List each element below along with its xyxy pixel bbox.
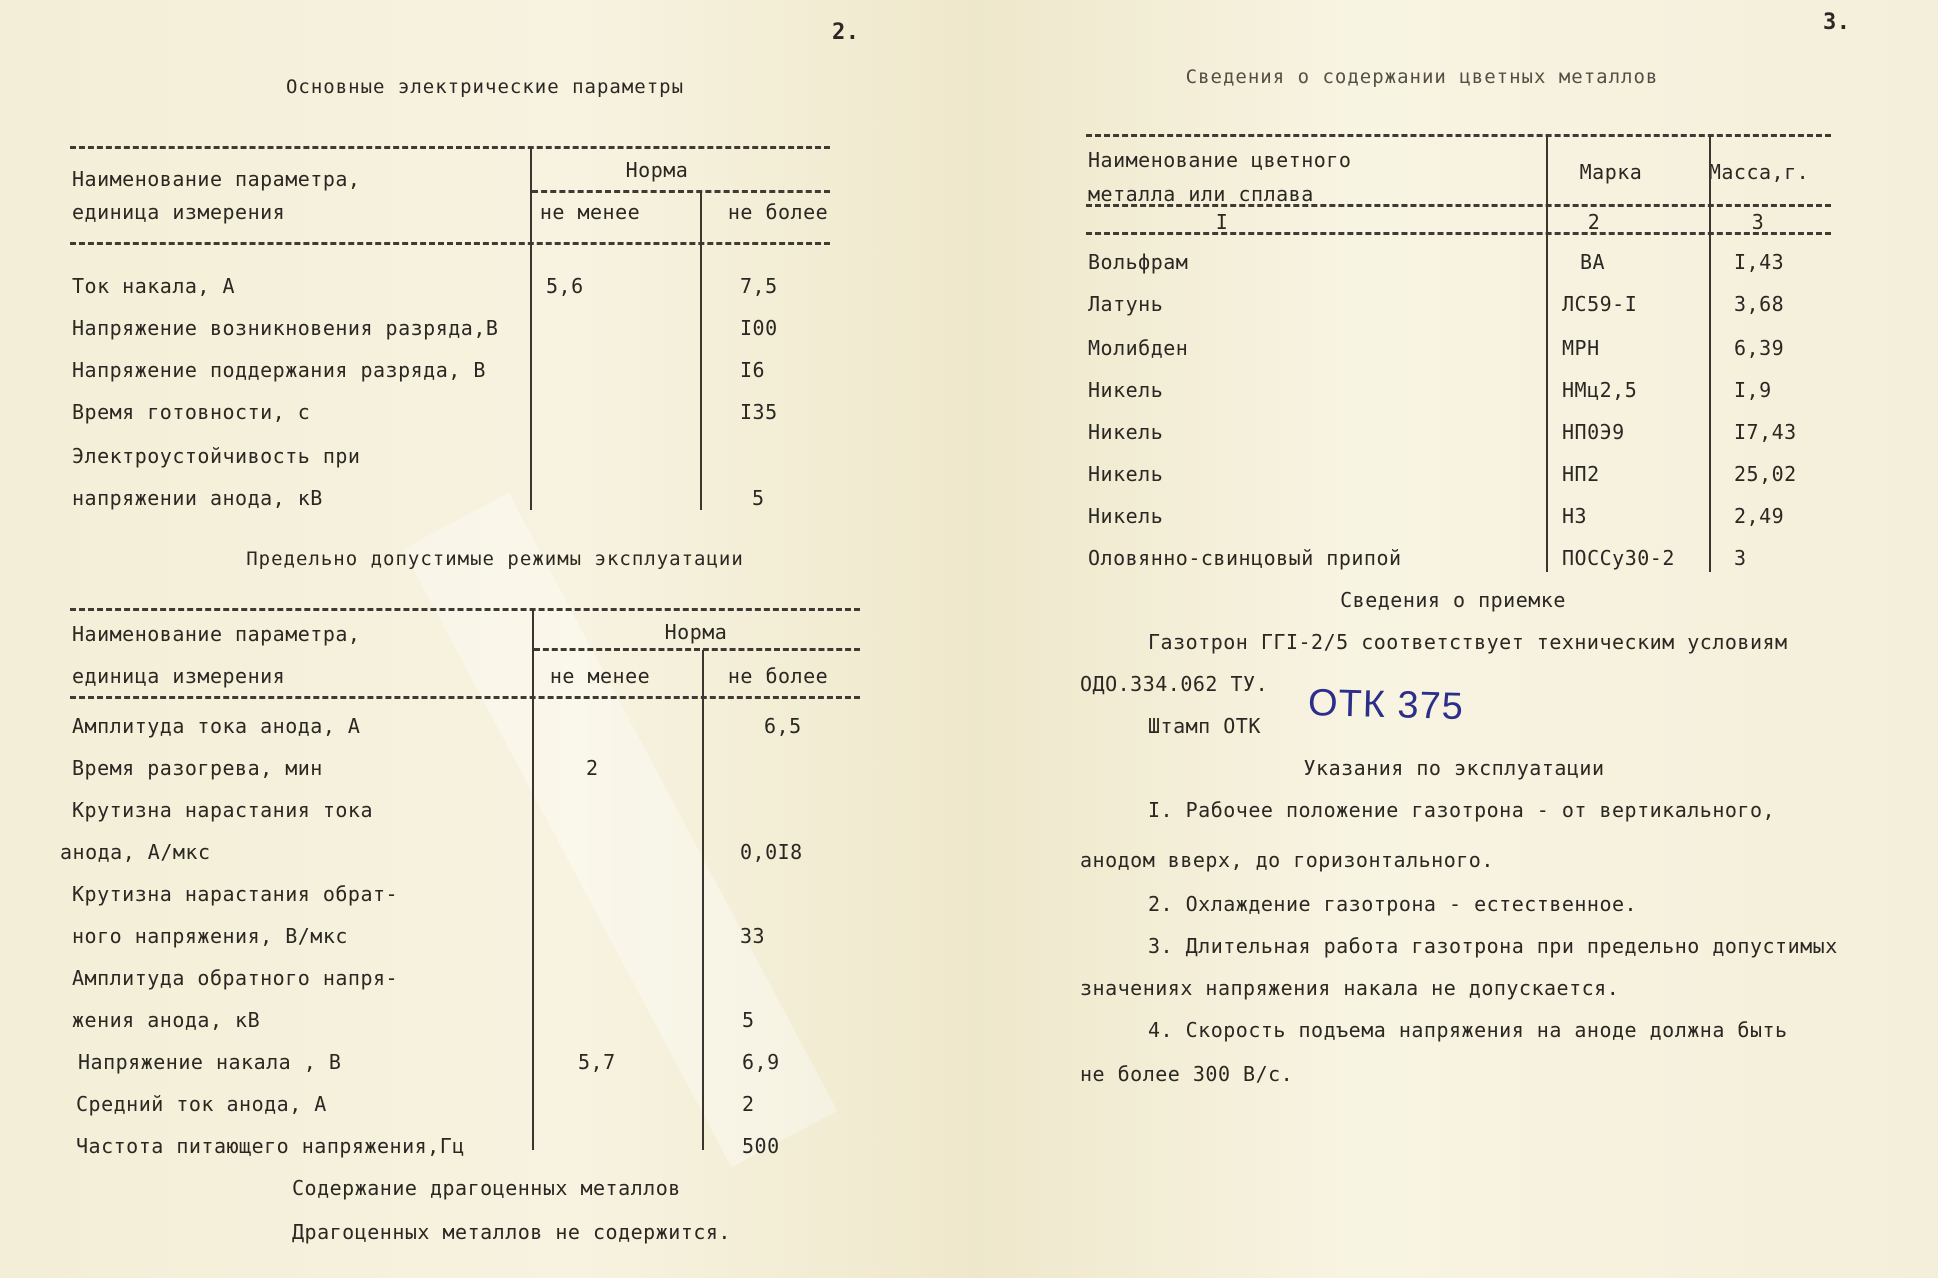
acceptance-title: Сведения о приемке xyxy=(1340,588,1566,612)
otk-stamp: ОТК 375 xyxy=(1307,681,1465,729)
table2-header-norm: Норма xyxy=(664,620,728,644)
metals-header-grade: Марка xyxy=(1579,160,1643,184)
metals-vline-1 xyxy=(1546,136,1548,572)
metal-name: Оловянно-свинцовый припой xyxy=(1088,546,1402,570)
param-name: Электроустойчивость при xyxy=(72,444,361,468)
table1-header-param-line2: единица измерения xyxy=(72,200,286,224)
precious-metals-text: Драгоценных металлов не содержится. xyxy=(292,1220,731,1244)
metals-header-rule xyxy=(1086,204,1831,207)
param-min: 2 xyxy=(586,756,599,780)
table2-title: Предельно допустимые режимы эксплуатации xyxy=(246,548,744,570)
metal-mass: I,43 xyxy=(1734,250,1785,274)
param-max: 500 xyxy=(742,1134,780,1158)
metal-grade: НП2 xyxy=(1562,462,1600,486)
metal-name: Молибден xyxy=(1088,336,1189,360)
metals-colnum-rule xyxy=(1086,232,1831,235)
param-name: ного напряжения, В/мкс xyxy=(72,924,348,948)
usage-line: 2. Охлаждение газотрона - естественное. xyxy=(1148,892,1638,916)
usage-line: 3. Длительная работа газотрона при предельно допустимых xyxy=(1148,934,1838,958)
metals-col-number: 3 xyxy=(1751,210,1765,234)
param-max: 5 xyxy=(752,486,765,510)
table1-vline-2 xyxy=(700,192,702,510)
param-name: Время разогрева, мин xyxy=(72,756,323,780)
metal-mass: I,9 xyxy=(1734,378,1772,402)
param-max: I00 xyxy=(740,316,778,340)
table1-header-param-line1: Наименование параметра, xyxy=(72,167,361,191)
param-name: Средний ток анода, А xyxy=(76,1092,327,1116)
param-name: Напряжение поддержания разряда, В xyxy=(72,358,486,382)
metal-grade: ПОССу30-2 xyxy=(1562,546,1675,570)
metals-col-number: I xyxy=(1215,210,1229,234)
right-page xyxy=(968,0,1938,1278)
table2-header-rule xyxy=(70,696,860,699)
metal-grade: НЗ xyxy=(1562,504,1588,528)
table2-header-param-line2: единица измерения xyxy=(72,664,286,688)
metals-header-mass: Масса,г. xyxy=(1708,160,1810,184)
metal-name: Никель xyxy=(1088,420,1164,444)
table2-header-min: не менее xyxy=(549,664,651,688)
param-name: Крутизна нарастания обрат- xyxy=(72,882,399,906)
acceptance-spec: ОДО.334.062 ТУ. xyxy=(1080,672,1269,696)
usage-line: I. Рабочее положение газотрона - от вертикального, xyxy=(1148,798,1776,822)
param-max: 5 xyxy=(742,1008,755,1032)
page-number: 3. xyxy=(1823,10,1851,35)
param-name: Амплитуда обратного напря- xyxy=(72,966,399,990)
metals-col-number: 2 xyxy=(1587,210,1601,234)
metal-name: Никель xyxy=(1088,462,1164,486)
table1-title: Основные электрические параметры xyxy=(285,76,685,98)
metal-grade: ЛС59-I xyxy=(1562,292,1638,316)
table1-top-rule xyxy=(70,146,830,149)
param-name: Напряжение возникновения разряда,В xyxy=(72,316,499,340)
table2-header-param-line1: Наименование параметра, xyxy=(72,622,361,646)
table1-vline-1 xyxy=(530,148,532,510)
param-max: 6,5 xyxy=(764,714,802,738)
param-name: Время готовности, с xyxy=(72,400,311,424)
param-name: жения анода, кВ xyxy=(72,1008,261,1032)
page-number: 2. xyxy=(832,20,860,45)
param-name: напряжении анода, кВ xyxy=(72,486,323,510)
metal-name: Никель xyxy=(1088,504,1164,528)
metal-mass: 3 xyxy=(1734,546,1747,570)
table2-norm-rule xyxy=(534,648,860,651)
param-max: I6 xyxy=(740,358,766,382)
table1-header-norm: Норма xyxy=(625,158,689,182)
metals-top-rule xyxy=(1086,134,1831,137)
param-max: 33 xyxy=(740,924,766,948)
param-name: Ток накала, А xyxy=(72,274,236,298)
metal-mass: 6,39 xyxy=(1734,336,1785,360)
metal-name: Латунь xyxy=(1088,292,1164,316)
table2-header-max: не более xyxy=(727,664,829,688)
metals-header-name-line1: Наименование цветного xyxy=(1088,148,1352,172)
metal-name: Вольфрам xyxy=(1088,250,1189,274)
param-max: 6,9 xyxy=(742,1050,780,1074)
stamp-label: Штамп ОТК xyxy=(1148,714,1261,738)
metal-grade: НП0Э9 xyxy=(1562,420,1625,444)
metal-mass: 3,68 xyxy=(1734,292,1785,316)
metal-grade: ВА xyxy=(1580,250,1606,274)
table1-header-min: не менее xyxy=(539,200,641,224)
metal-name: Никель xyxy=(1088,378,1164,402)
metal-mass: 2,49 xyxy=(1734,504,1785,528)
metals-vline-2 xyxy=(1709,136,1711,572)
left-page xyxy=(0,0,968,1278)
param-min: 5,7 xyxy=(578,1050,616,1074)
acceptance-line: Газотрон ГГI-2/5 соответствует техническим условиям xyxy=(1148,630,1788,654)
table1-header-rule xyxy=(70,242,830,245)
param-min: 5,6 xyxy=(546,274,584,298)
param-max: 0,0I8 xyxy=(740,840,803,864)
metal-mass: I7,43 xyxy=(1734,420,1797,444)
usage-line: не более 300 В/с. xyxy=(1080,1062,1294,1086)
table2-vline-2 xyxy=(702,650,704,1150)
param-max: 2 xyxy=(742,1092,755,1116)
param-max: I35 xyxy=(740,400,778,424)
metals-header-name-line2: металла или сплава xyxy=(1088,182,1314,206)
param-name: анода, А/мкс xyxy=(60,840,211,864)
table1-header-max: не более xyxy=(727,200,829,224)
usage-title: Указания по эксплуатации xyxy=(1303,756,1605,780)
metal-grade: НМц2,5 xyxy=(1562,378,1638,402)
table2-vline-1 xyxy=(532,610,534,1150)
usage-line: 4. Скорость подъема напряжения на аноде должна быть xyxy=(1148,1018,1788,1042)
metal-mass: 25,02 xyxy=(1734,462,1797,486)
param-name: Напряжение накала , В xyxy=(78,1050,342,1074)
metal-grade: МРН xyxy=(1562,336,1600,360)
param-name: Амплитуда тока анода, А xyxy=(72,714,361,738)
table1-norm-rule xyxy=(532,190,830,193)
table2-top-rule xyxy=(70,608,860,611)
usage-line: анодом вверх, до горизонтального. xyxy=(1080,848,1494,872)
precious-metals-title: Содержание драгоценных металлов xyxy=(292,1176,681,1200)
param-name: Частота питающего напряжения,Гц xyxy=(76,1134,465,1158)
param-max: 7,5 xyxy=(740,274,778,298)
usage-line: значениях напряжения накала не допускается. xyxy=(1080,976,1620,1000)
param-name: Крутизна нарастания тока xyxy=(72,798,373,822)
metals-title: Сведения о содержании цветных металлов xyxy=(1185,66,1659,88)
